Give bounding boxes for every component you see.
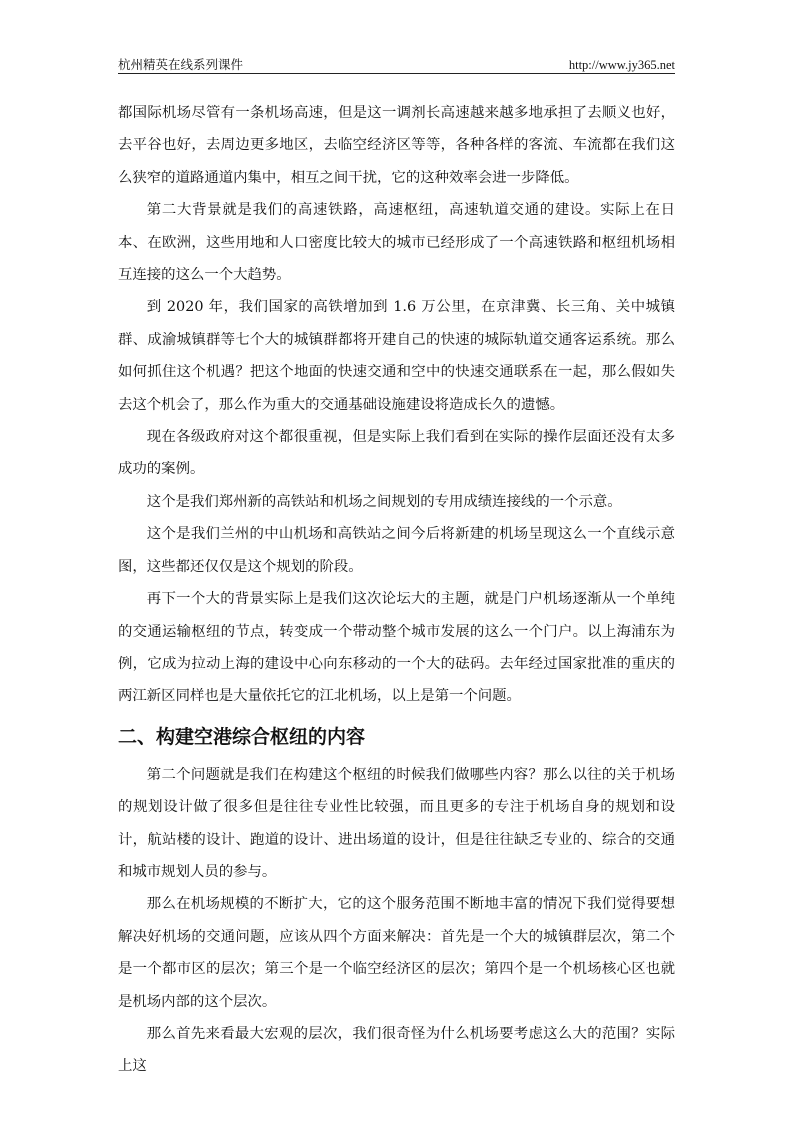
header-title: 杭州精英在线系列课件	[118, 57, 244, 72]
paragraph: 现在各级政府对这个都很重视，但是实际上我们看到在实际的操作层面还没有太多成功的案例。	[118, 429, 675, 478]
paragraph: 这个是我们郑州新的高铁站和机场之间规划的专用成绩连接线的一个示意。	[146, 493, 622, 510]
paragraph: 那么在机场规模的不断扩大，它的这个服务范围不断地丰富的情况下我们觉得要想解决好机场的交通问题，应该从四个方面来解决：首先是一个大的城镇群层次，第二个是一个都市区的层次；第三个是一个临空经济区的层次；第四个是一个机场核心区也就是机场内部的这个层次。	[118, 896, 675, 1010]
header-divider	[118, 73, 675, 74]
paragraph: 这个是我们兰州的中山机场和高铁站之间今后将新建的机场呈现这么一个直线示意图，这些都还仅仅是这个规划的阶段。	[118, 526, 675, 575]
header-url: http://www.jy365.net	[568, 58, 675, 72]
paragraph: 第二个问题就是我们在构建这个枢纽的时候我们做哪些内容？那么以往的关于机场的规划设计做了很多但是往往专业性比较强，而且更多的专注于机场自身的规划和设计，航站楼的设计、跑道的设计、进出场道的设计，但是往往缺乏专业的、综合的交通和城市规划人员的参与。	[118, 766, 675, 880]
section-heading: 二、构建空港综合枢纽的内容	[118, 725, 366, 748]
paragraph: 到 2020 年，我们国家的高铁增加到 1.6 万公里，在京津冀、长三角、关中城镇群、成渝城镇群等七个大的城镇群都将开建自己的快速的城际轨道交通客运系统。那么如何抓住这个机遇？把这个地面的快速交通和空中的快速交通联系在一起，那么假如失去这个机会了，那么作为重大的交通基础设施建设将造成长久的遗憾。	[118, 299, 675, 413]
paragraph: 再下一个大的背景实际上是我们这次论坛大的主题，就是门户机场逐渐从一个单纯的交通运输枢纽的节点，转变成一个带动整个城市发展的这么一个门户。以上海浦东为例，它成为拉动上海的建设中心向东移动的一个大的砝码。去年经过国家批准的重庆的两江新区同样也是大量依托它的江北机场，以上是第一个问题。	[118, 591, 675, 705]
page-header	[118, 56, 675, 74]
paragraph: 那么首先来看最大宏观的层次，我们很奇怪为什么机场要考虑这么大的范围？实际上这	[118, 1025, 675, 1075]
paragraph: 第二大背景就是我们的高速铁路，高速枢纽，高速轨道交通的建设。实际上在日本、在欧洲，这些用地和人口密度比较大的城市已经形成了一个高速铁路和枢纽机场相互连接的这么一个大趋势。	[118, 202, 675, 284]
document-body	[118, 97, 675, 1083]
paragraph: 都国际机场尽管有一条机场高速，但是这一调剂长高速越来越多地承担了去顺义也好，去平谷也好，去周边更多地区，去临空经济区等等，各种各样的客流、车流都在我们这么狭窄的道路通道内集中，相互之间干扰，它的这种效率会进一步降低。	[118, 105, 675, 186]
